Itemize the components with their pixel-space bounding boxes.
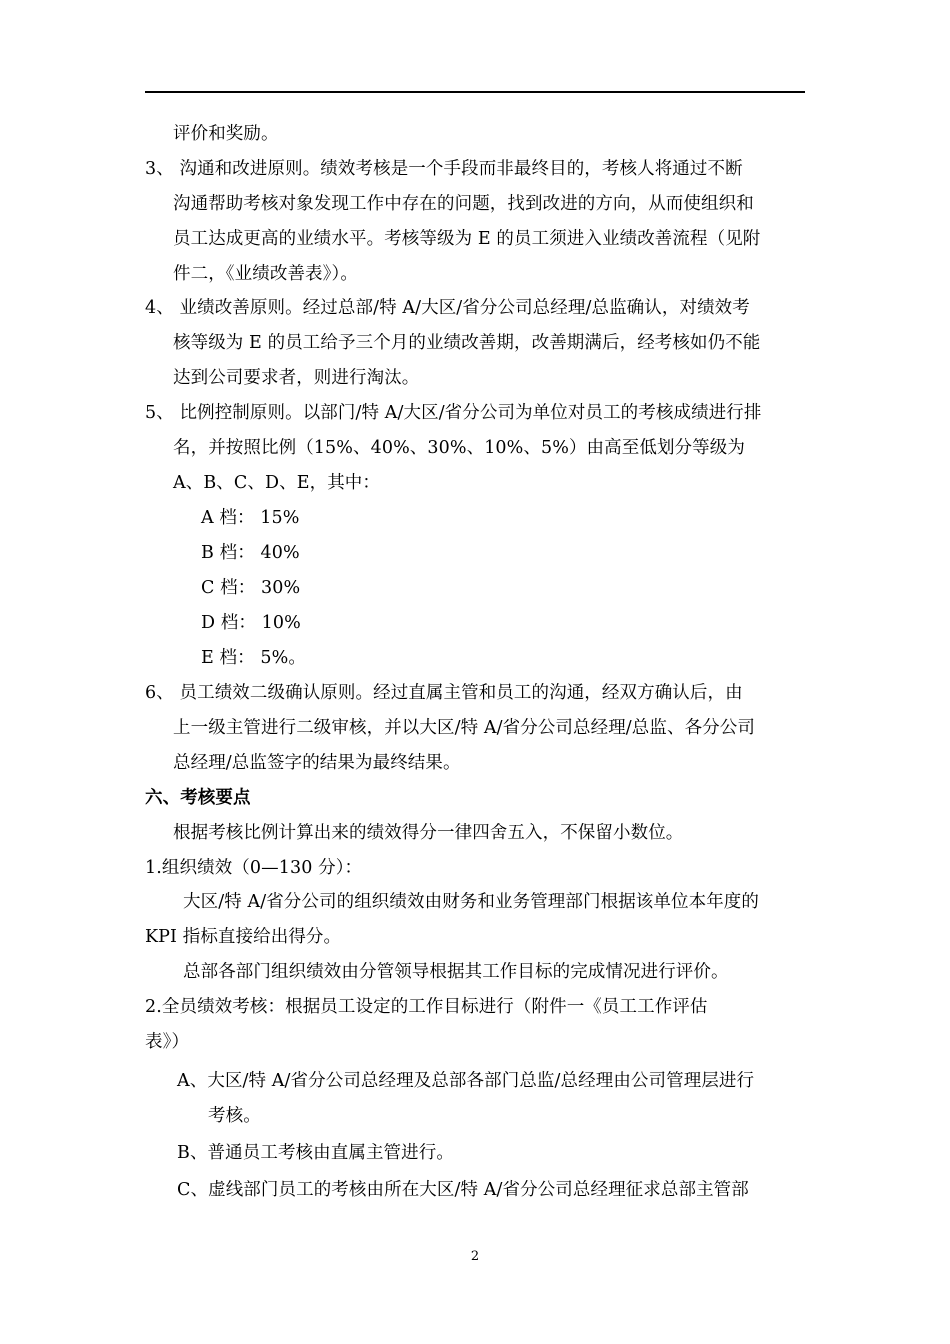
list-item-b: B、普通员工考核由直属主管进行。	[177, 1143, 454, 1163]
list-item-4: 4、 业绩改善原则。经过总部/特 A/大区/省分公司总经理/总监确认，对绩效考	[145, 298, 750, 318]
text-line: 上一级主管进行二级审核，并以大区/特 A/省分公司总经理/总监、各分公司	[173, 718, 755, 738]
grade-a-line: A 档： 15%	[201, 508, 300, 528]
subsection-heading: 2.全员绩效考核：根据员工设定的工作目标进行（附件一《员工工作评估	[145, 997, 708, 1017]
text-line: 表》）	[145, 1032, 190, 1052]
text-line: A、B、C、D、E，其中：	[173, 473, 380, 493]
text-line: 核等级为 E 的员工给予三个月的业绩改善期，改善期满后，经考核如仍不能	[173, 333, 761, 353]
text-line: 件二，《业绩改善表》）。	[173, 264, 358, 284]
page-number: 2	[470, 1249, 480, 1264]
subsection-heading: 1.组织绩效（0—130 分）：	[145, 858, 363, 878]
text-line: 评价和奖励。	[173, 124, 279, 144]
text-line: 员工达成更高的业绩水平。考核等级为 E 的员工须进入业绩改善流程（见附	[173, 229, 761, 249]
header-rule	[145, 91, 805, 93]
list-item-c: C、虚线部门员工的考核由所在大区/特 A/省分公司总经理征求总部主管部	[177, 1180, 749, 1200]
text-line: 达到公司要求者，则进行淘汰。	[173, 368, 420, 388]
text-line: 考核。	[208, 1106, 261, 1126]
list-item-5: 5、 比例控制原则。以部门/特 A/大区/省分公司为单位对员工的考核成绩进行排	[145, 403, 762, 423]
section-heading: 六、考核要点	[145, 788, 251, 808]
list-item-a: A、大区/特 A/省分公司总经理及总部各部门总监/总经理由公司管理层进行	[177, 1071, 755, 1091]
list-item-6: 6、 员工绩效二级确认原则。经过直属主管和员工的沟通，经双方确认后，由	[145, 683, 743, 703]
text-line: 名，并按照比例（15%、40%、30%、10%、5%）由高至低划分等级为	[173, 438, 745, 458]
text-line: 总部各部门组织绩效由分管领导根据其工作目标的完成情况进行评价。	[183, 962, 729, 982]
text-line: 沟通帮助考核对象发现工作中存在的问题，找到改进的方向，从而使组织和	[173, 194, 754, 214]
grade-e-line: E 档： 5%。	[201, 648, 306, 668]
text-line: 根据考核比例计算出来的绩效得分一律四舍五入，不保留小数位。	[173, 823, 684, 843]
grade-c-line: C 档： 30%	[201, 578, 301, 598]
grade-b-line: B 档： 40%	[201, 543, 300, 563]
text-line: KPI 指标直接给出得分。	[145, 927, 342, 947]
grade-d-line: D 档： 10%	[201, 613, 301, 633]
list-item-3: 3、 沟通和改进原则。绩效考核是一个手段而非最终目的，考核人将通过不断	[145, 159, 743, 179]
text-line: 大区/特 A/省分公司的组织绩效由财务和业务管理部门根据该单位本年度的	[183, 892, 759, 912]
text-line: 总经理/总监签字的结果为最终结果。	[173, 753, 461, 773]
